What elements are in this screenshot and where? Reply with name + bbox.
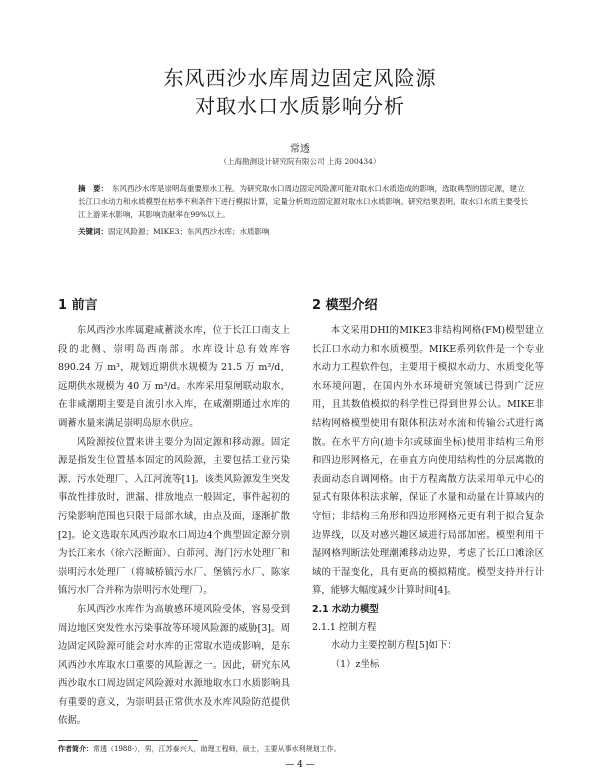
abstract — [78, 182, 528, 221]
page-number: — 4 — — [285, 760, 315, 770]
z-coordinate-line: （1）z坐标 — [330, 658, 380, 670]
section-2-heading: 2 模型介绍 — [312, 298, 378, 313]
footnote-text: 常透（1988-），男，江苏泰兴人，助理工程师，硕士，主要从事水利规划工作。 — [93, 745, 341, 753]
paper-title — [0, 64, 600, 120]
section-1-paragraph-2: 风险源按位置来讲主要分为固定源和移动源。固定源是指发生位置基本固定的风险源，主要包括工业污染源、污水处理厂、入江河流等[1]。该类风险源发生突发事故性排放时，泄漏、排放地点一般固定，事件起初的污染影响范围也只限于局部水域，由点及面，逐渐扩散[2]。论文选取东风西沙取水口周边4个典型固定源分别为长江来水（徐六泾断面）、白茆河、海门污水处理厂和崇明污水处理厂（将城桥镇污水厂、堡镇污水厂、陈家镇污水厂合并称为崇明污水处理厂）。 — [58, 436, 290, 597]
left-column — [58, 296, 290, 731]
keywords-text: 固定风险源；MIKE3；东风西沙水库；水质影响 — [108, 227, 270, 236]
author-footnote — [58, 744, 341, 754]
equation-intro-line: 水动力主要控制方程[5]如下： — [330, 639, 457, 651]
abstract-text: 东风西沙水库是崇明岛重要原水工程。为研究取水口周边固定风险源可能对取水口水质造成的影响，选取典型的固定源，建立长江口水动力和水质模型在枯季不利条件下进行模拟计算，定量分析周边固定源对取水口水质影响。研究结果表明，取水口水质主要受长江上游来水影响，其影响贡献率在99%以上。 — [78, 184, 528, 219]
section-1-heading: 1 前言 — [58, 298, 98, 313]
right-column — [312, 296, 544, 674]
subsection-2-1-heading: 2.1 水动力模型 — [312, 603, 379, 615]
keywords — [78, 226, 528, 237]
footnote-label: 作者简介： — [58, 744, 93, 753]
abstract-label: 摘 要： — [78, 184, 108, 193]
section-1-paragraph-3: 东风西沙水库作为高敏感环境风险受体，容易受到周边地区突发性水污染事故等环境风险源的威胁[3]。周边固定风险源可能会对水库的正常取水造成影响，是东风西沙水库取水口重要的风险源之一。因此，研究东风西沙取水口周边固定风险源对水源地取水口水质影响具有重要的意义，为崇明县正常供水及水库风险防范提供依据。 — [58, 603, 290, 727]
section-1-paragraph-1: 东风西沙水库属避咸蓄淡水库，位于长江口南支上段的北侧、崇明岛西南部。水库设计总有效库容 890.24 万 m³，规划近期供水规模为 21.5 万 m³/d，远期供水规模为 40 万 m³/d。水库采用泵闸联动取水，在非咸潮期主要是自流引水入库，在咸潮期通过水库的调蓄水量来满足崇明岛原水供应。 — [58, 325, 290, 429]
section-2-paragraph-1: 本文采用DHI的MIKE3非结构网格(FM)模型建立长江口水动力和水质模型。MIKE系列软件是一个专业水动力工程软件包，主要用于模拟水动力、水质变化等水环境问题，在国内外水环境研究领域已得到广泛应用，且其数值模拟的科学性已得到世界公认。MIKE非结构网格模型使用有限体积法对水流和传输公式进行离散。在水平方向(迪卡尔或球面坐标)使用非结构三角形和四边形网格元，在垂直方向使用结构性的分层离散的表面动态自调网格。由于方程离散方法采用单元中心的显式有限体积法求解，保证了水量和动量在计算域内的守恒；非结构三角形和四边形网格元更有利于拟合复杂边界线，以及对感兴趣区域进行局部加密。模型利用干湿网格判断法处理潮滩移动边界，考虑了长江口滩涂区域的干湿变化，具有更高的模拟精度。模型支持并行计算，能够大幅度减少计算时间[4]。 — [312, 325, 544, 597]
paper-title-line-1: 东风西沙水库周边固定风险源 — [163, 66, 437, 90]
footnote-divider — [58, 740, 198, 741]
author-name: 常透 — [290, 144, 310, 155]
author-affiliation: （上海勘测设计研究院有限公司 上海 200434） — [219, 157, 381, 166]
paper-title-line-2: 对取水口水质影响分析 — [195, 94, 405, 118]
subsubsection-2-1-1-heading: 2.1.1 控制方程 — [312, 621, 377, 633]
keywords-label: 关键词： — [78, 227, 108, 236]
